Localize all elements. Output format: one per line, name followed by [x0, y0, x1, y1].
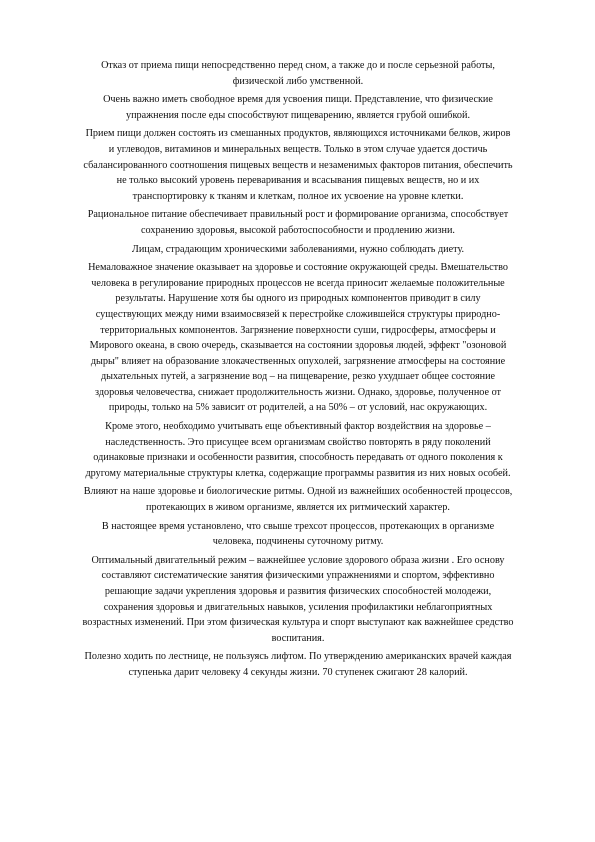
- paragraph: Полезно ходить по лестнице, не пользуясь лифтом. По утверждению американских врачей каждая ступенька дарит человеку 4 секунды жизни. 70 ступенек сжигают 28 калорий.: [84, 651, 512, 678]
- paragraph: Очень важно иметь свободное время для усвоения пищи. Представление, что физические упражнения после еды способствуют пищеварению, является грубой ошибкой.: [103, 94, 493, 121]
- paragraph: Отказ от приема пищи непосредственно перед сном, а также до и после серьезной работы, физической либо умственной.: [101, 60, 495, 87]
- paragraph: Кроме этого, необходимо учитывать еще объективный фактор воздействия на здоровье – наследственность. Это присущее всем организмам свойство повторять в ряду поколений одинаковые признаки и особенности развития, способность передавать от одного поколения к другому материальные структуры клетка, содержащие программы развития из них новых особей.: [85, 421, 511, 479]
- paragraph: Влияют на наше здоровье и биологические ритмы. Одной из важнейших особенностей процессов, протекающих в живом организме, является их ритмический характер.: [83, 486, 513, 514]
- paragraph: Оптимальный двигательный режим – важнейшее условие здорового образа жизни . Его основу составляют систематические занятия физическими упражнениями и спортом, эффективно решающие задачи укрепления здоровья и развития физических способностей молодежи, сохранения здоровья и двигательных навыков, усиления профилактики неблагоприятных возрастных изменений. При этом физическая культура и спорт выступают как важнейшее средство воспитания.: [82, 554, 514, 644]
- document-page: [82, 58, 514, 684]
- paragraph: В настоящее время установлено, что свыше трехсот процессов, протекающих в организме человека, подчинены суточному ритму.: [101, 520, 495, 548]
- paragraph: Прием пищи должен состоять из смешанных продуктов, являющихся источниками белков, жиров и углеводов, витаминов и минеральных веществ. Только в этом случае удается достичь сбалансированного соотношения пищевых веществ и незаменимых факторов питания, обеспечить не только высокий уровень переваривания и всасывания пищевых веществ, но и их транспортировку к тканям и клеткам, полное их усвоение на уровне клетки.: [83, 128, 513, 202]
- paragraph: Рациональное питание обеспечивает правильный рост и формирование организма, способствует сохранению здоровья, высокой работоспособности и продлению жизни.: [87, 209, 509, 236]
- paragraph: Немаловажное значение оказывает на здоровье и состояние окружающей среды. Вмешательство человека в регулирование природных процессов не всегда приносит желаемые положительные результаты. Нарушение хотя бы одного из природных компонентов приводит в силу существующих между ними взаимосвязей к перестройке сложившейся структуры природно-территориальных компонентов. Загрязнение поверхности суши, гидросферы, атмосферы и Мирового океана, в свою очередь, сказывается на состоянии здоровья людей, эффект "озоновой дыры" влияет на образование злокачественных опухолей, загрязнение атмосферы на состояние дыхательных путей, а загрязнение вод – на пищеварение, резко ухудшает общее состояние здоровья человечества, снижает продолжительность жизни. Однако, здоровье, полученное от природы, только на 5% зависит от родителей, а на 50% – от условий, нас окружающих.: [88, 262, 508, 414]
- paragraph: Лицам, страдающим хроническими заболеваниями, нужно соблюдать диету.: [131, 243, 465, 255]
